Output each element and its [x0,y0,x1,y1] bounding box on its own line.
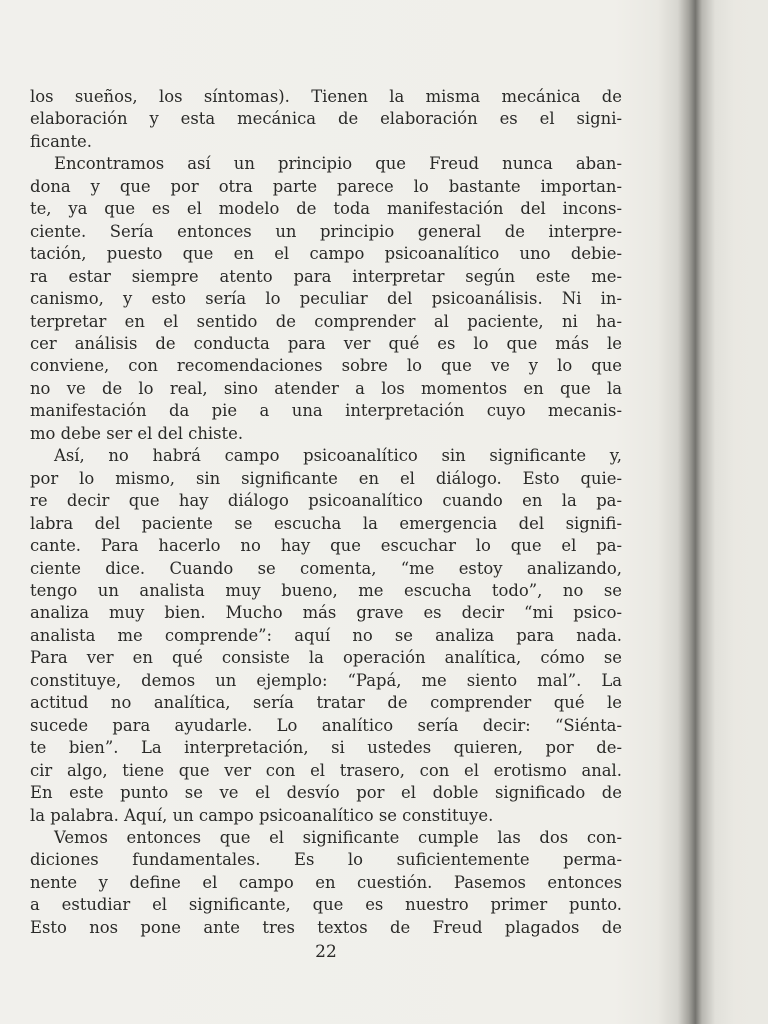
text-line: mo debe ser el del chiste. [30,423,244,443]
text-line: ficante. [30,131,92,151]
text-line: conviene, con recomendaciones sobre lo que ve y lo que [30,356,622,376]
text-line: no ve de lo real, sino atender a los momentos en que la [30,378,622,398]
text-line: analiza muy bien. Mucho más grave es decir “mi psico- [30,603,622,623]
text-line: Así, no habrá campo psicoanalítico sin significante y, [54,446,622,466]
text-line: nente y define el campo en cuestión. Pasemos entonces [30,872,622,892]
text-line: manifestación da pie a una interpretación cuyo mecanis- [30,401,622,421]
text-line: a estudiar el significante, que es nuestro primer punto. [30,895,622,915]
text-line: Vemos entonces que el significante cumple las dos con- [54,827,622,847]
text-line: constituye, demos un ejemplo: “Papá, me siento mal”. La [30,670,622,690]
text-line: elaboración y esta mecánica de elaboración es el signi- [30,109,622,129]
text-line: En este punto se ve el desvío por el doble significado de [30,783,622,803]
text-line: labra del paciente se escucha la emergencia del signifi- [30,513,622,533]
text-line: por lo mismo, sin significante en el diálogo. Esto quie- [30,468,622,488]
text-line: cante. Para hacerlo no hay que escuchar lo que el pa- [30,536,622,556]
text-line: Esto nos pone ante tres textos de Freud plagados de [30,917,622,937]
text-line: dona y que por otra parte parece lo bastante importan- [30,176,622,196]
text-line: tación, puesto que en el campo psicoanalítico uno debie- [30,244,622,264]
text-line: ciente dice. Cuando se comenta, “me estoy analizando, [30,558,622,578]
page-number: 22 [315,942,337,962]
text-line: terpretar en el sentido de comprender al paciente, ni ha- [30,311,622,331]
text-line: canismo, y esto sería lo peculiar del psicoanálisis. Ni in- [30,289,622,309]
text-line: ra estar siempre atento para interpretar según este me- [30,266,622,286]
body-text [30,86,622,939]
text-line: los sueños, los síntomas). Tienen la misma mecánica de [30,87,622,106]
text-line: analista me comprende”: aquí no se analiza para nada. [30,625,622,645]
text-line: cer análisis de conducta para ver qué es lo que más le [30,333,622,353]
text-line: ciente. Sería entonces un principio general de interpre- [30,221,622,241]
text-line: actitud no analítica, sería tratar de comprender qué le [30,693,622,713]
text-line: te bien”. La interpretación, si ustedes quieren, por de- [30,738,622,758]
text-line: Encontramos así un principio que Freud nunca aban- [54,154,622,174]
text-line: Para ver en qué consiste la operación analítica, cómo se [30,648,622,668]
text-line: tengo un analista muy bueno, me escucha todo”, no se [30,580,622,600]
text-line: diciones fundamentales. Es lo suficientemente perma- [30,850,622,870]
text-line: re decir que hay diálogo psicoanalítico cuando en la pa- [30,491,622,511]
text-line: cir algo, tiene que ver con el trasero, con el erotismo anal. [30,760,622,780]
text-line: sucede para ayudarle. Lo analítico sería decir: “Siénta- [30,715,622,735]
text-line: te, ya que es el modelo de toda manifestación del incons- [30,199,622,219]
page-gutter-shadow [658,0,768,1024]
text-line: la palabra. Aquí, un campo psicoanalítico se constituye. [30,805,494,825]
